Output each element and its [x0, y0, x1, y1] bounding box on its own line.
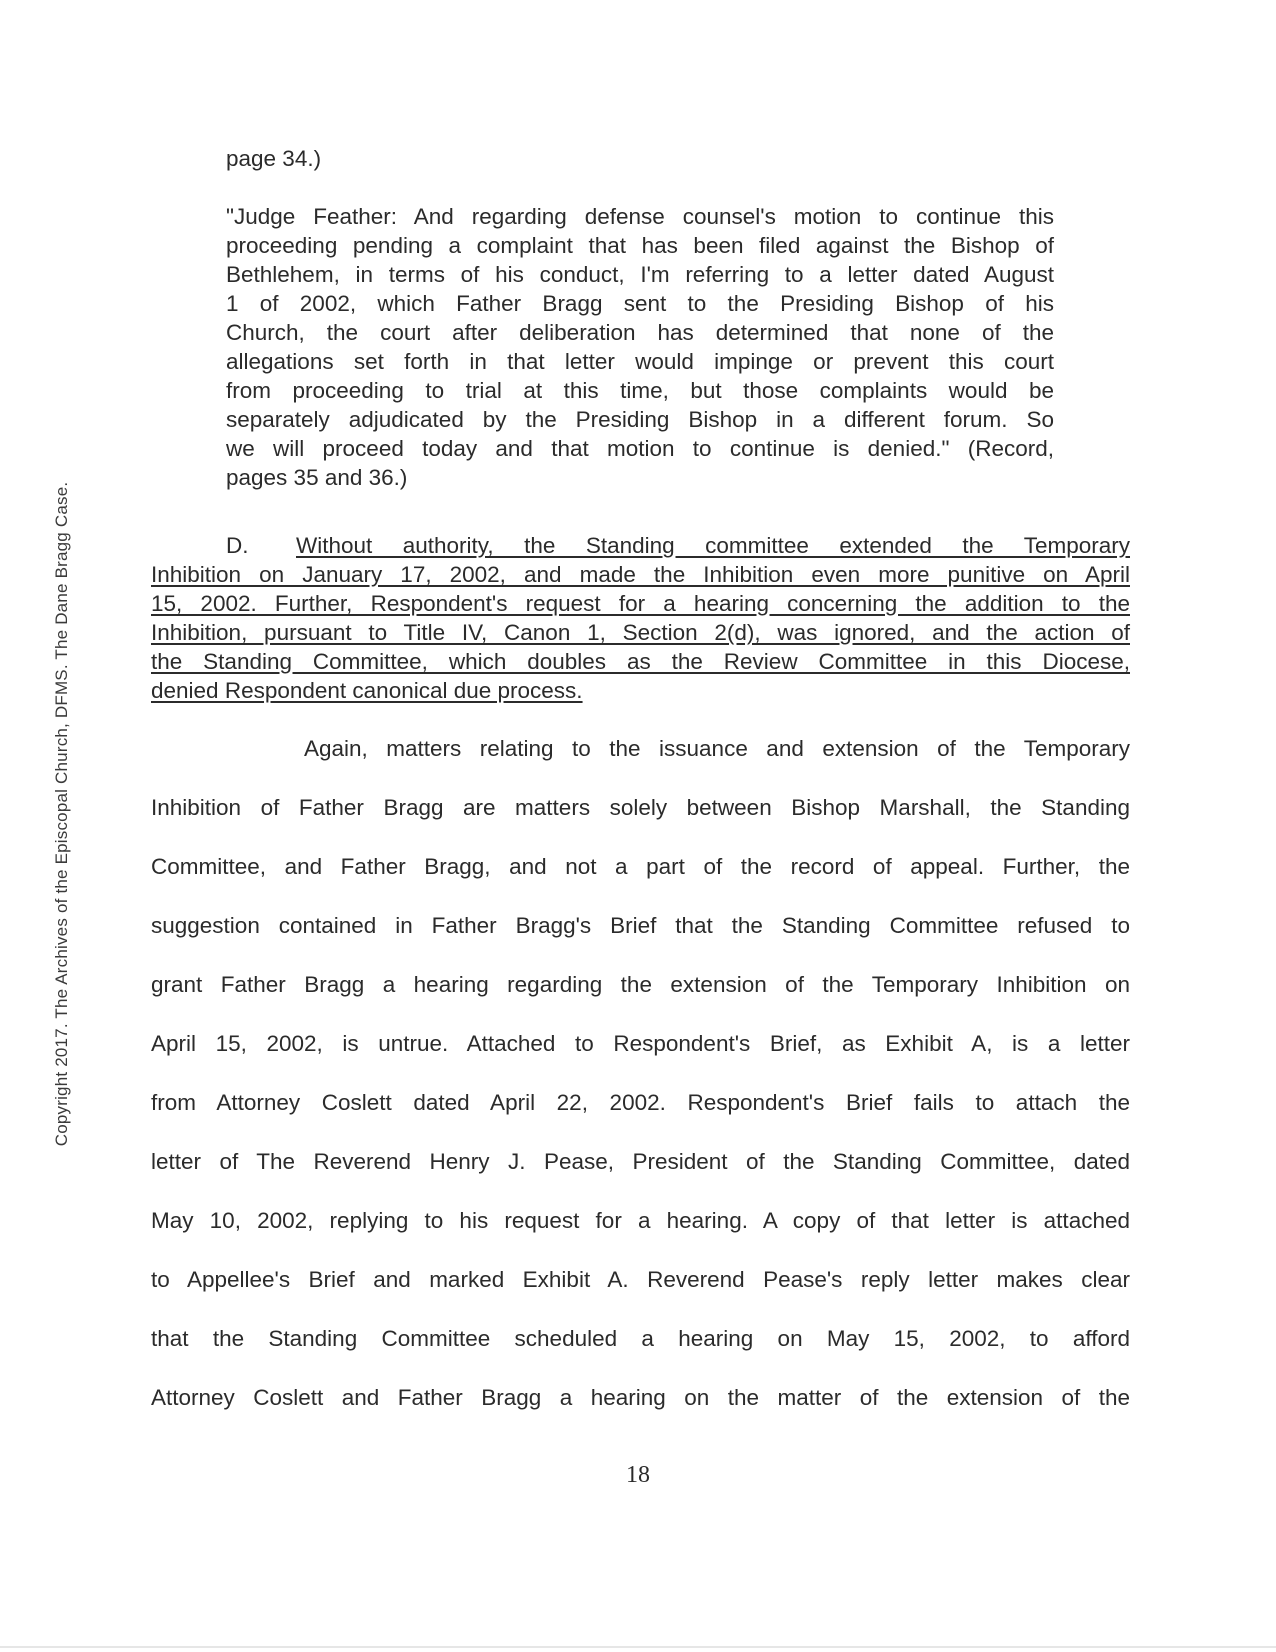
quote-line: allegations set forth in that letter would impinge or prevent this court: [226, 349, 1054, 374]
body-line: April 15, 2002, is untrue. Attached to Respondent's Brief, as Exhibit A, is a letter: [151, 1031, 1130, 1056]
body-line: grant Father Bragg a hearing regarding the extension of the Temporary Inhibition on: [151, 972, 1130, 997]
quote-line: Church, the court after deliberation has determined that none of the: [226, 320, 1054, 345]
section-label: D.: [226, 533, 249, 558]
section-heading-line: denied Respondent canonical due process.: [151, 678, 583, 703]
body-line: from Attorney Coslett dated April 22, 2002. Respondent's Brief fails to attach the: [151, 1090, 1130, 1115]
section-heading-line: Inhibition on January 17, 2002, and made the Inhibition even more punitive on April: [151, 562, 1130, 587]
bottom-edge-rule: [0, 1646, 1276, 1648]
section-heading-line: 15, 2002. Further, Respondent's request for a hearing concerning the addition to the: [151, 591, 1130, 616]
continuation-line: page 34.): [226, 146, 322, 171]
quote-line: we will proceed today and that motion to continue is denied." (Record,: [226, 436, 1054, 461]
body-line: May 10, 2002, replying to his request for a hearing. A copy of that letter is attached: [151, 1208, 1130, 1233]
body-line: Committee, and Father Bragg, and not a part of the record of appeal. Further, the: [151, 854, 1130, 879]
body-line: letter of The Reverend Henry J. Pease, President of the Standing Committee, dated: [151, 1149, 1130, 1174]
body-line: suggestion contained in Father Bragg's Brief that the Standing Committee refused to: [151, 913, 1130, 938]
body-line: that the Standing Committee scheduled a hearing on May 15, 2002, to afford: [151, 1326, 1130, 1351]
quote-line: from proceeding to trial at this time, but those complaints would be: [226, 378, 1054, 403]
copyright-notice: Copyright 2017. The Archives of the Episcopal Church, DFMS. The Dane Bragg Case.: [52, 481, 71, 1147]
body-line: Attorney Coslett and Father Bragg a hearing on the matter of the extension of the: [151, 1385, 1130, 1410]
quote-line: Bethlehem, in terms of his conduct, I'm referring to a letter dated August: [226, 262, 1054, 287]
quote-line: 1 of 2002, which Father Bragg sent to the Presiding Bishop of his: [226, 291, 1054, 316]
section-heading-line: Without authority, the Standing committee extended the Temporary: [296, 533, 1130, 558]
quote-line: proceeding pending a complaint that has been filed against the Bishop of: [226, 233, 1054, 258]
page-number: 18: [626, 1462, 650, 1488]
body-line: Inhibition of Father Bragg are matters solely between Bishop Marshall, the Standing: [151, 795, 1130, 820]
quote-line: separately adjudicated by the Presiding Bishop in a different forum. So: [226, 407, 1054, 432]
body-line: Again, matters relating to the issuance and extension of the Temporary: [304, 736, 1130, 761]
quote-line: pages 35 and 36.): [226, 465, 408, 490]
quote-line: "Judge Feather: And regarding defense counsel's motion to continue this: [226, 204, 1054, 229]
section-heading-line: the Standing Committee, which doubles as the Review Committee in this Diocese,: [151, 649, 1130, 674]
section-heading-line: Inhibition, pursuant to Title IV, Canon 1, Section 2(d), was ignored, and the action of: [151, 620, 1130, 645]
body-line: to Appellee's Brief and marked Exhibit A. Reverend Pease's reply letter makes clear: [151, 1267, 1130, 1292]
